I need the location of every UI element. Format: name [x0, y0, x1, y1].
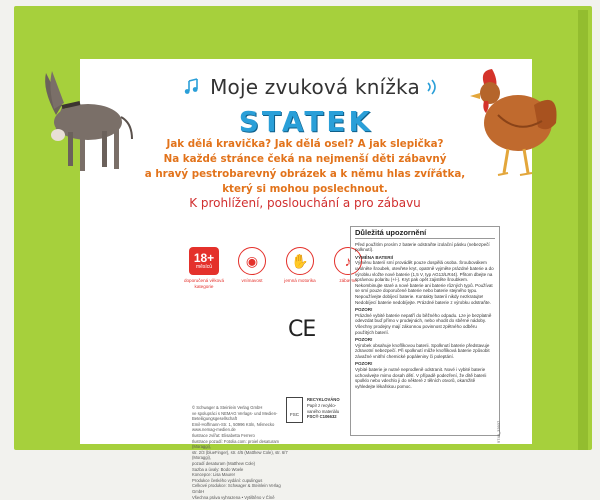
- barcode-number: 9748_33937: [496, 421, 501, 443]
- imprint-line: Všechna práva vyhrazena • Vytištěno v Číně: [192, 495, 292, 500]
- book-cover: [14, 6, 592, 450]
- warning-section-text: Výrobek obsahuje knoflíkovou baterii. Spolknutí baterie představuje zdravotní nebezpečí. Při spolknutí může knoflíková baterie způsobit závažné vnitřní chemické popáleniny či poleptání.: [355, 343, 495, 360]
- badge-label: vnímavost: [230, 278, 274, 284]
- imprint-line: Koncepce: Lisa Maurer: [192, 472, 292, 478]
- imprint-line: Ilustrace zvířat: Elisabetta Ferrero: [192, 433, 292, 439]
- tagline-line: který si mohou poslechnout.: [140, 182, 470, 197]
- book-spine: [578, 10, 588, 450]
- fsc-tree-icon: FSC: [286, 397, 303, 423]
- warning-section-title: POZOR!: [355, 361, 495, 367]
- warning-box: [350, 226, 500, 436]
- badge-motor: [282, 247, 318, 289]
- tagline-line: Jak dělá kravička? Jak dělá osel? A jak slepička?: [140, 137, 470, 152]
- imprint-line: Produkce českého vydání: cupulingus: [192, 478, 292, 484]
- book-title: Moje zvuková knížka: [210, 75, 420, 99]
- imprint-line: pozadí desaturam (Matthew Cole): [192, 461, 292, 467]
- tagline: [140, 137, 470, 197]
- badge-age: [186, 247, 222, 289]
- tagline-line: a hravý pestrobarevný obrázek a k němu hlas zvířátka,: [140, 167, 470, 182]
- book-title-row: [142, 75, 482, 99]
- sound-waves-icon: [426, 78, 440, 96]
- hand-icon: ✋: [286, 247, 314, 275]
- ladybug-icon: ♪: [334, 247, 362, 275]
- imprint-line: ve spolupráci s NEMAG Verlags- und Medien-Beteiligungsgesellschaft: [192, 411, 292, 422]
- warning-section-title: VÝMĚNA BATERIÍ: [355, 255, 495, 261]
- fsc-text: RECYKLOVÁNO Papír z recyklo- vaného materiálu FSC® C106632: [307, 397, 340, 420]
- badge-label: jemná motorika: [278, 278, 322, 284]
- ce-mark: CE: [288, 317, 315, 342]
- badge-label: zábavné: [326, 278, 370, 284]
- imprint-line: str. 2/3 (blueFinger), str. 4/5 (Matthew Cole), str. 6/7 (Moraggi),: [192, 450, 292, 461]
- warning-section-text: Prázdné vybité baterie nepatří do běžného odpadu. Lze je bezplatně odevzdat buď přímo v prodejnách, nebo vhodit do sběrné nádoby. Všechny prodejny mají zákonnou povinnost zpětného odběru použitých baterií.: [355, 313, 495, 335]
- info-panel: [80, 59, 532, 444]
- imprint-line: © Schwager & Steinlein Verlag GmbH: [192, 405, 292, 411]
- warning-section-text: Vybité baterie je nutné neprodleně odstranit. Nové i vybité baterie uchovávejte mimo dosah dětí. V případě podezření, že dítě baterii spolklo nebo vdechlo ji do některé z tělních otvorů, okamžitě vyhledejte lékařskou pomoc.: [355, 367, 495, 389]
- tagline-line: Na každé stránce čeká na nejmenší děti zábavný: [140, 152, 470, 167]
- imprint-line: www.nemag-medien.de: [192, 427, 292, 433]
- warning-section-title: POZOR!: [355, 337, 495, 343]
- warning-intro: Před použitím prosím z baterie odstraňte izolační pásku (nebezpečí polknutí).: [355, 242, 495, 253]
- imprint-line: Celkové produkce: Schwager & Steinlein Verlag GmbH: [192, 483, 292, 494]
- imprint-line: Ilustrace pozadí: Fotolia.com: proiel desaturam (Moraggi),: [192, 439, 292, 450]
- feature-badges: [186, 247, 366, 289]
- warning-section-title: POZOR!: [355, 307, 495, 313]
- statek-title: STATEK: [80, 105, 532, 138]
- badge-perception: [234, 247, 270, 289]
- subtitle: K prohlížení, poslouchání a pro zábavu: [150, 196, 460, 210]
- age-icon: 18+ měsíců: [189, 247, 219, 275]
- imprint-line: Sazba a úvaly: Bodo Woele: [192, 467, 292, 473]
- badge-label: doporučená věková kategorie: [182, 278, 226, 289]
- music-notes-icon: [184, 78, 204, 96]
- eye-icon: ◉: [238, 247, 266, 275]
- imprint-line: Emil-Hoffmann-Str. 1, 50996 Köln, Německo: [192, 422, 292, 428]
- warning-section-text: Výměnu baterií smí provádět pouze dospělá osoba. Šroubovákem uvolněte šroubek, otevřete kryt, opatrně vyjměte prázdné baterie a do výrobku vložte nové baterie (1,5 V, typ AG13/LR44). Přitom dbejte na správnou polaritu (+/-). Kryt pak opět zajistěte šroubkem. Nekombinujte staré a nové baterie ani baterie různých typů. Používat se smí pouze doporučené baterie nebo baterie stejného typu. Nepoužívejte dobíjecí baterie. Kontakty baterií nikdy nezkratujte! Nedobíjecí baterie nedobíjejte. Prázdné baterie z výrobku odstraňte.: [355, 260, 495, 305]
- warning-heading: Důležitá upozornění: [355, 230, 495, 239]
- imprint: [192, 405, 292, 500]
